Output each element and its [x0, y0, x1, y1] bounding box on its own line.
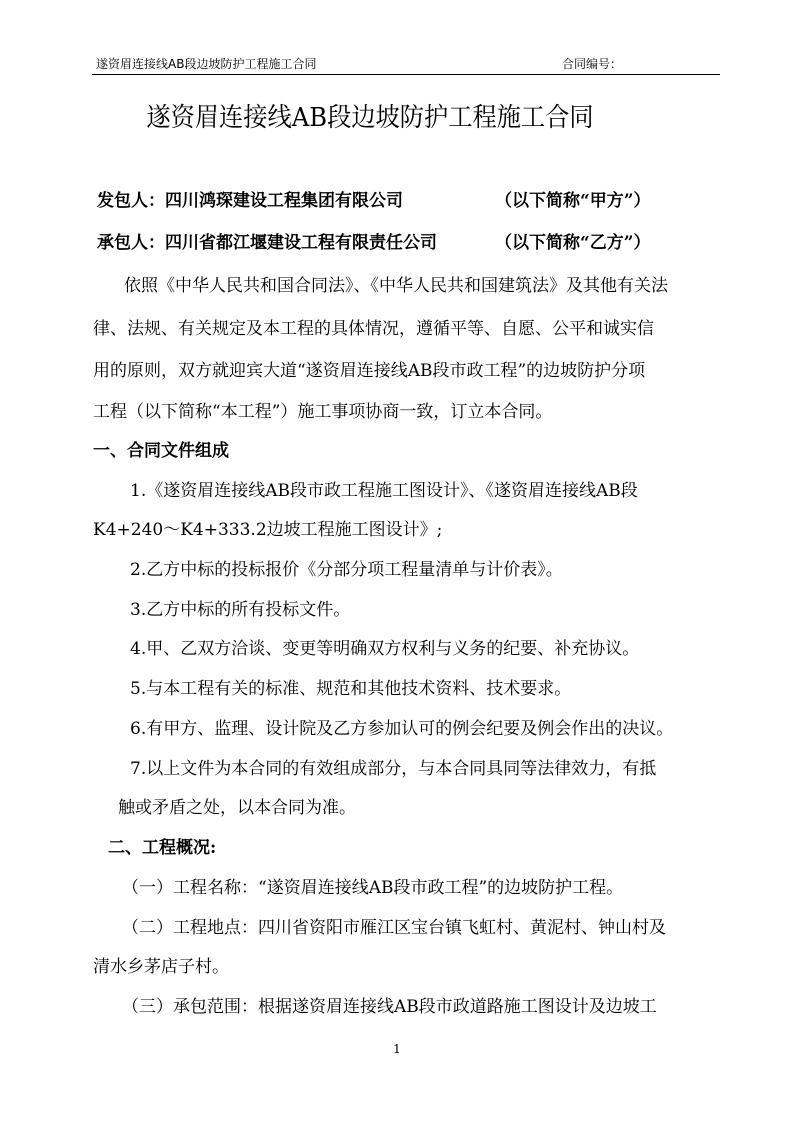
clause-line: 7.以上文件为本合同的有效组成部分，与本合同具同等法律效力，有抵 — [130, 759, 657, 779]
clause-line: （三）承包范围：根据遂资眉连接线AB段市政道路施工图设计及边坡工 — [122, 997, 657, 1017]
clause-line: K4+240～K4+333.2边坡工程施工图设计》; — [93, 520, 443, 540]
page-header — [92, 56, 720, 75]
party-employer-label: 发包人：四川鸿琛建设工程集团有限公司 — [97, 191, 403, 211]
party-contractor-label: 承包人：四川省都江堰建设工程有限责任公司 — [97, 233, 437, 253]
intro-line: 用的原则，双方就迎宾大道“遂资眉连接线AB段市政工程”的边坡防护分项 — [93, 361, 646, 381]
intro-line: 工程（以下简称“本工程”）施工事项协商一致，订立本合同。 — [93, 402, 553, 422]
page-number: 1 — [393, 1042, 401, 1056]
clause-line: 3.乙方中标的所有投标文件。 — [130, 600, 351, 620]
section-heading-project-overview: 二、工程概况: — [108, 838, 217, 858]
header-document-title: 遂资眉连接线AB段边坡防护工程施工合同 — [96, 57, 317, 71]
intro-line: 依照《中华人民共和国合同法》、《中华人民共和国建筑法》及其他有关法 — [124, 276, 668, 296]
party-employer — [97, 188, 651, 214]
party-employer-abbr: （以下简称“甲方”） — [495, 191, 651, 211]
document-title: 遂资眉连接线AB段边坡防护工程施工合同 — [146, 103, 594, 133]
clause-line: 2.乙方中标的投标报价《分部分项工程量清单与计价表》。 — [130, 560, 563, 580]
clause-line: 4.甲、乙双方洽谈、变更等明确双方权利与义务的纪要、补充协议。 — [130, 639, 640, 659]
clause-line: 清水乡茅店子村。 — [93, 957, 229, 977]
intro-line: 律、法规、有关规定及本工程的具体情况，遵循平等、自愿、公平和诚实信 — [93, 319, 654, 339]
party-contractor-abbr: （以下简称“乙方”） — [495, 233, 651, 253]
clause-line: （二）工程地点：四川省资阳市雁江区宝台镇飞虹村、黄泥村、钟山村及 — [122, 918, 666, 938]
clause-line: 5.与本工程有关的标准、规范和其他技术资料、技术要求。 — [130, 679, 572, 699]
section-heading-contract-documents: 一、合同文件组成 — [93, 441, 229, 461]
clause-line: 6.有甲方、监理、设计院及乙方参加认可的例会纪要及例会作出的决议。 — [130, 719, 674, 739]
clause-line: 触或矛盾之处，以本合同为准。 — [118, 798, 356, 818]
party-contractor — [97, 230, 651, 256]
header-contract-number-label: 合同编号： — [562, 57, 623, 71]
clause-line: 1.《遂资眉连接线AB段市政工程施工图设计》、《遂资眉连接线AB段 — [130, 481, 638, 501]
clause-line: （一）工程名称：“遂资眉连接线AB段市政工程”的边坡防护工程。 — [122, 878, 624, 898]
